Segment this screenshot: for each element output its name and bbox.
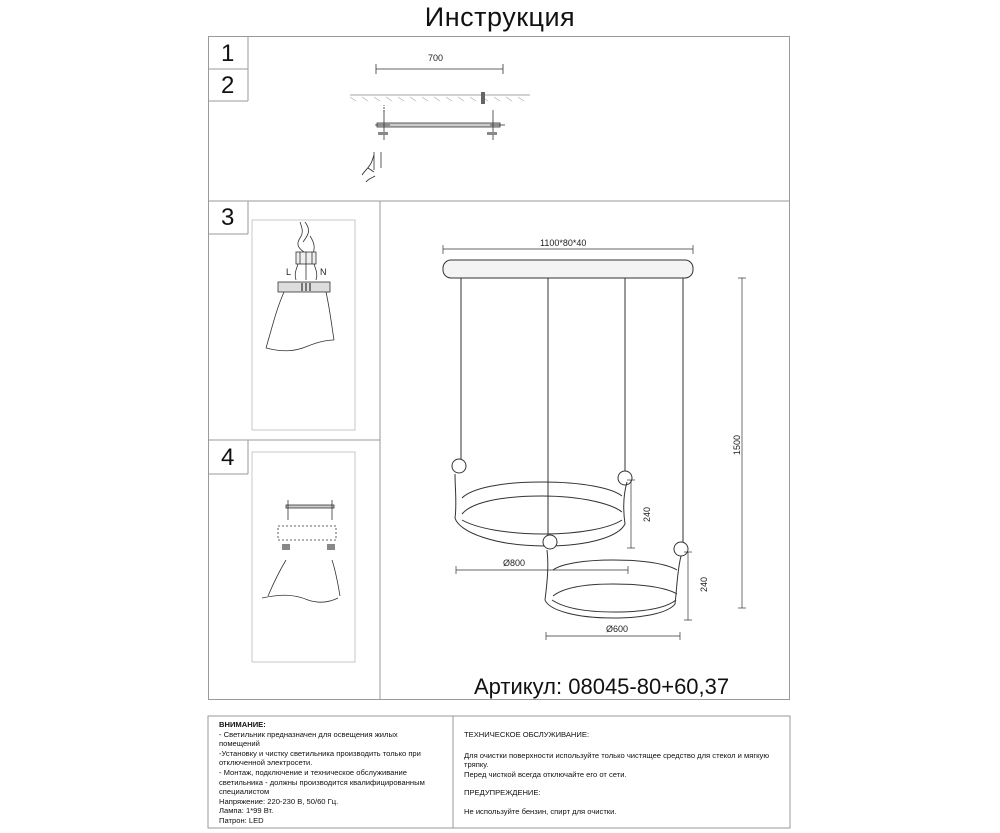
service-block (464, 730, 784, 817)
wire-l-label: L (286, 267, 292, 277)
warning-line: -Установку и чистку светильника производить только при (219, 748, 421, 758)
warning-line: светильника - должны производится квалифицированным (219, 777, 425, 787)
canopy-dimension-label: 1100*80*40 (540, 238, 587, 248)
wire-n-label: N (320, 267, 327, 277)
warning-line: специалистом (219, 787, 270, 797)
service-line: Перед чисткой всегда отключайте его от сети. (464, 769, 627, 779)
warning-title: ВНИМАНИЕ: (219, 720, 266, 729)
caution-title: ПРЕДУПРЕЖДЕНИЕ: (464, 788, 541, 798)
step-number-1: 1 (221, 40, 235, 67)
mounting-bracket-drawing (350, 64, 530, 182)
warning-line: помещений (219, 739, 260, 749)
ring1-height-label: 240 (642, 506, 652, 522)
article-number: Артикул: 08045-80+60,37 (474, 674, 730, 699)
warning-line: Патрон: LED (219, 815, 264, 825)
step-number-3: 3 (221, 204, 235, 231)
caution-line: Не используйте бензин, спирт для очистки. (464, 806, 617, 816)
ring2-diameter-label: Ø600 (606, 624, 629, 634)
ring1-diameter-label: Ø800 (503, 558, 526, 568)
warning-line: Напряжение: 220-230 В, 50/60 Гц. (219, 796, 339, 806)
service-title: ТЕХНИЧЕСКОЕ ОБСЛУЖИВАНИЕ: (464, 730, 590, 739)
step-number-4: 4 (221, 444, 235, 471)
total-height-label: 1500 (732, 434, 742, 455)
assembly-drawing (252, 452, 355, 662)
wiring-drawing (252, 220, 355, 430)
warning-block (219, 720, 449, 826)
page-title: Инструкция (424, 2, 576, 32)
step-grid (208, 37, 790, 700)
warning-line: Лампа: 1*99 Вт. (219, 806, 274, 816)
mount-width-label: 700 (428, 53, 444, 63)
warning-line: - Монтаж, подключение и техническое обслуживание (219, 767, 408, 777)
step-number-2: 2 (221, 72, 235, 99)
ring2-height-label: 240 (699, 576, 709, 592)
warning-line: отключенной электросети. (219, 758, 313, 768)
service-line: Для очистки поверхности используйте только чистящее средство для стекол и мягкую тряпку. (464, 750, 770, 770)
warning-line: - Светильник предназначен для освещения жилых (219, 729, 398, 739)
